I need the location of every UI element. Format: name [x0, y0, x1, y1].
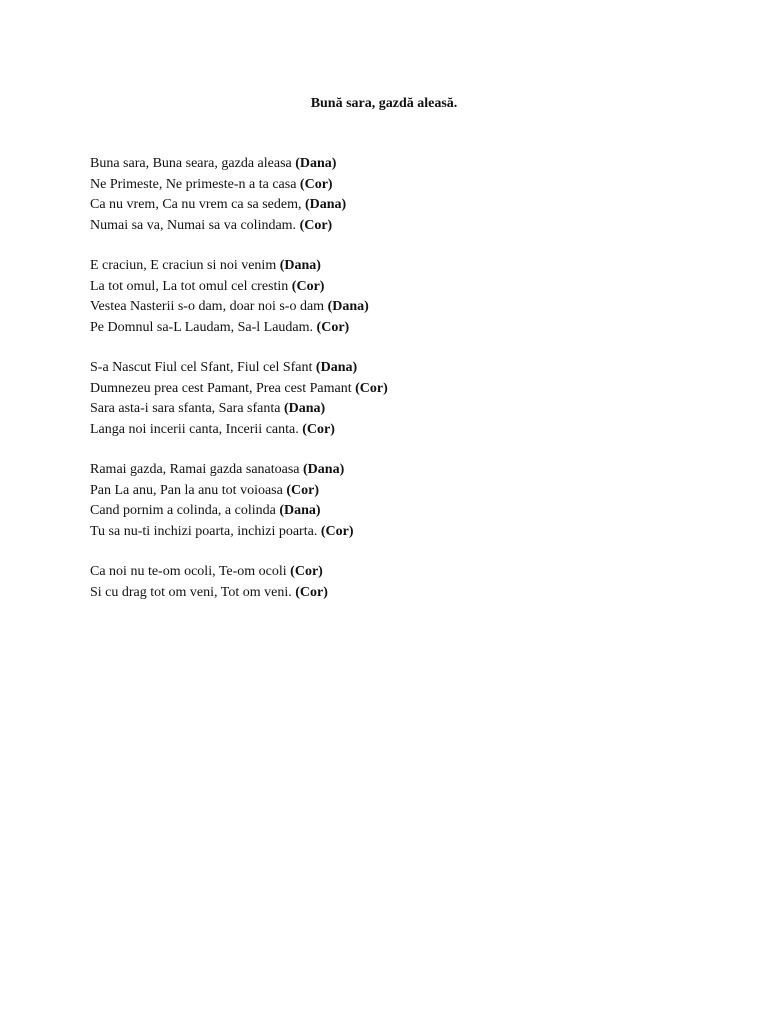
stanza: [90, 358, 690, 440]
lyric-text: Tu sa nu-ti inchizi poarta, inchizi poarta.: [90, 523, 318, 539]
lyric-line: [90, 216, 690, 237]
lyric-line: [90, 154, 690, 175]
lyric-line: [90, 522, 690, 543]
lyric-text: Cand pornim a colinda, a colinda: [90, 503, 276, 518]
singer-label: (Dana): [283, 401, 326, 416]
lyric-line: [90, 318, 690, 339]
lyric-line: [90, 379, 690, 400]
singer-label: (Dana): [305, 197, 347, 212]
lyric-line: [90, 481, 690, 502]
singer-label: (Cor): [295, 584, 328, 600]
lyric-line: [90, 460, 690, 481]
lyric-text: Dumnezeu prea cest Pamant, Prea cest Pamant: [90, 380, 352, 396]
singer-label: (Dana): [295, 156, 337, 171]
lyric-text: Ramai gazda, Ramai gazda sanatoasa: [90, 462, 300, 477]
lyric-line: [90, 420, 690, 441]
singer-label: (Dana): [303, 462, 345, 477]
singer-label: (Cor): [320, 523, 354, 539]
lyric-text: S-a Nascut Fiul cel Sfant, Fiul cel Sfant: [90, 360, 313, 375]
lyric-line: [90, 277, 690, 298]
lyric-text: Vestea Nasterii s-o dam, doar noi s-o dam: [90, 299, 325, 314]
lyric-line: [90, 358, 690, 379]
lyric-text: E craciun, E craciun si noi venim: [90, 258, 277, 273]
lyric-text: Pe Domnul sa-L Laudam, Sa-l Laudam.: [90, 319, 314, 335]
lyric-text: Langa noi incerii canta, Incerii canta.: [90, 421, 299, 437]
singer-label: (Dana): [327, 299, 369, 314]
stanza: [90, 154, 690, 236]
singer-label: (Dana): [279, 258, 321, 273]
singer-label: (Cor): [302, 421, 335, 437]
lyric-line: [90, 399, 690, 420]
stanza: [90, 562, 690, 603]
singer-label: (Cor): [299, 217, 333, 233]
singer-label: (Cor): [355, 380, 388, 396]
singer-label: (Dana): [279, 503, 321, 518]
singer-label: (Cor): [291, 278, 325, 294]
lyric-text: Numai sa va, Numai sa va colindam.: [90, 217, 297, 233]
lyric-line: [90, 583, 690, 604]
lyric-line: [90, 175, 690, 196]
lyric-line: [90, 297, 690, 318]
singer-label: (Cor): [316, 319, 350, 335]
stanza: [90, 256, 690, 338]
lyric-text: La tot omul, La tot omul cel crestin: [90, 278, 289, 294]
lyric-line: [90, 195, 690, 216]
lyric-text: Sara asta-i sara sfanta, Sara sfanta: [90, 401, 281, 416]
lyrics-body: [90, 154, 690, 623]
lyric-line: [90, 562, 690, 583]
lyric-text: Ca noi nu te-om ocoli, Te-om ocoli: [90, 564, 287, 579]
lyric-line: [90, 256, 690, 277]
singer-label: (Cor): [286, 482, 319, 498]
lyric-text: Si cu drag tot om veni, Tot om veni.: [90, 584, 292, 600]
lyric-text: Ne Primeste, Ne primeste-n a ta casa: [90, 176, 297, 192]
lyric-line: [90, 501, 690, 522]
lyric-text: Pan La anu, Pan la anu tot voioasa: [90, 482, 283, 498]
stanza: [90, 460, 690, 542]
singer-label: (Dana): [315, 360, 358, 375]
lyric-text: Buna sara, Buna seara, gazda aleasa: [90, 156, 292, 171]
singer-label: (Cor): [299, 176, 333, 192]
lyric-text: Ca nu vrem, Ca nu vrem ca sa sedem,: [90, 197, 302, 212]
document-title: Bună sara, gazdă aleasă.: [310, 96, 458, 111]
singer-label: (Cor): [290, 564, 323, 579]
